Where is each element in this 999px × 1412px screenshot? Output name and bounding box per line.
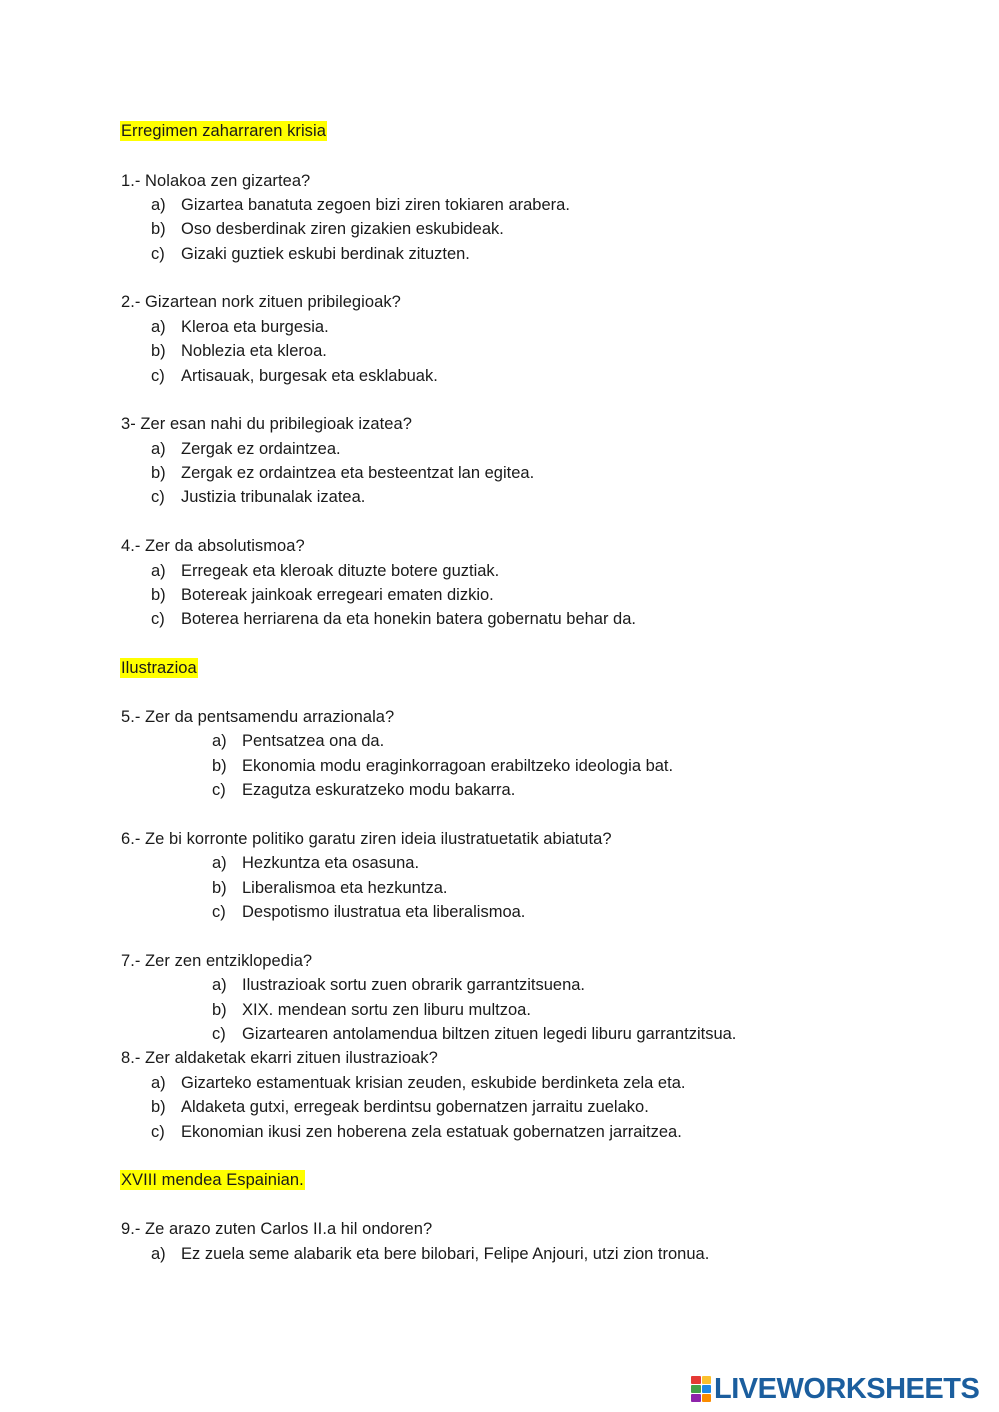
option-letter: b) xyxy=(212,1001,227,1019)
option-letter: c) xyxy=(212,903,226,921)
option-letter: c) xyxy=(151,367,165,385)
option-letter: a) xyxy=(212,854,227,872)
option-letter: a) xyxy=(151,440,166,458)
option-letter: b) xyxy=(151,1098,166,1116)
option-text[interactable]: Ekonomian ikusi zen hoberena zela estatuak gobernatzen jarraitzea. xyxy=(181,1123,682,1141)
option-text[interactable]: Aldaketa gutxi, erregeak berdintsu gobernatzen jarraitu zuelako. xyxy=(181,1098,649,1116)
option-letter: c) xyxy=(151,610,165,628)
option-text[interactable]: Justizia tribunalak izatea. xyxy=(181,488,366,506)
option-letter: a) xyxy=(151,1074,166,1092)
option-text[interactable]: Ekonomia modu eraginkorragoan erabiltzeko ideologia bat. xyxy=(242,757,674,775)
question-9: 9.- Ze arazo zuten Carlos II.a hil ondoren? xyxy=(121,1220,433,1238)
option-text[interactable]: Botereak jainkoak erregeari ematen dizkio. xyxy=(181,586,494,604)
option-text[interactable]: Hezkuntza eta osasuna. xyxy=(242,854,420,872)
option-letter: a) xyxy=(212,732,227,750)
section-heading-erregimen: Erregimen zaharraren krisia xyxy=(121,122,326,140)
option-text[interactable]: Ez zuela seme alabarik eta bere bilobari, Felipe Anjouri, utzi zion tronua. xyxy=(181,1245,710,1263)
option-text[interactable]: Ezagutza eskuratzeko modu bakarra. xyxy=(242,781,516,799)
question-7: 7.- Zer zen entziklopedia? xyxy=(121,952,313,970)
option-letter: b) xyxy=(151,586,166,604)
option-text[interactable]: Artisauak, burgesak eta esklabuak. xyxy=(181,367,438,385)
option-text[interactable]: Pentsatzea ona da. xyxy=(242,732,385,750)
option-letter: a) xyxy=(151,562,166,580)
option-text[interactable]: Gizarteko estamentuak krisian zeuden, eskubide berdinketa zela eta. xyxy=(181,1074,686,1092)
option-text[interactable]: Gizaki guztiek eskubi berdinak zituzten. xyxy=(181,245,470,263)
question-6: 6.- Ze bi korronte politiko garatu ziren ideia ilustratuetatik abiatuta? xyxy=(121,830,612,848)
option-text[interactable]: Gizartearen antolamendua biltzen zituen legedi liburu garrantzitsua. xyxy=(242,1025,737,1043)
option-text[interactable]: Despotismo ilustratua eta liberalismoa. xyxy=(242,903,526,921)
question-8: 8.- Zer aldaketak ekarri zituen ilustrazioak? xyxy=(121,1049,438,1067)
option-text[interactable]: Ilustrazioak sortu zuen obrarik garrantzitsuena. xyxy=(242,976,586,994)
option-letter: b) xyxy=(212,757,227,775)
question-3: 3- Zer esan nahi du pribilegioak izatea? xyxy=(121,415,412,433)
option-letter: c) xyxy=(212,781,226,799)
option-letter: c) xyxy=(212,1025,226,1043)
option-letter: b) xyxy=(151,220,166,238)
option-text[interactable]: Noblezia eta kleroa. xyxy=(181,342,327,360)
option-letter: b) xyxy=(151,342,166,360)
option-text[interactable]: Erregeak eta kleroak dituzte botere guztiak. xyxy=(181,562,500,580)
section-heading-xviii-mendea: XVIII mendea Espainian. xyxy=(121,1171,304,1189)
liveworksheets-logo-text: LIVEWORKSHEETS xyxy=(714,1373,980,1405)
option-letter: a) xyxy=(151,196,166,214)
option-text[interactable]: Boterea herriarena da eta honekin batera gobernatu behar da. xyxy=(181,610,636,628)
option-text[interactable]: Kleroa eta burgesia. xyxy=(181,318,329,336)
question-2: 2.- Gizartean nork zituen pribilegioak? xyxy=(121,293,401,311)
option-letter: b) xyxy=(151,464,166,482)
option-letter: c) xyxy=(151,245,165,263)
option-letter: a) xyxy=(151,318,166,336)
liveworksheets-logo[interactable] xyxy=(691,1373,979,1405)
option-letter: c) xyxy=(151,1123,165,1141)
question-5: 5.- Zer da pentsamendu arrazionala? xyxy=(121,708,395,726)
option-letter: a) xyxy=(151,1245,166,1263)
liveworksheets-logo-icon xyxy=(691,1376,711,1402)
question-1: 1.- Nolakoa zen gizartea? xyxy=(121,172,311,190)
option-text[interactable]: XIX. mendean sortu zen liburu multzoa. xyxy=(242,1001,531,1019)
option-text[interactable]: Zergak ez ordaintzea. xyxy=(181,440,341,458)
option-text[interactable]: Liberalismoa eta hezkuntza. xyxy=(242,879,448,897)
option-letter: b) xyxy=(212,879,227,897)
option-letter: a) xyxy=(212,976,227,994)
option-text[interactable]: Zergak ez ordaintzea eta besteentzat lan egitea. xyxy=(181,464,535,482)
section-heading-ilustrazioa: Ilustrazioa xyxy=(121,659,197,677)
option-letter: c) xyxy=(151,488,165,506)
question-4: 4.- Zer da absolutismoa? xyxy=(121,537,305,555)
option-text[interactable]: Oso desberdinak ziren gizakien eskubideak. xyxy=(181,220,504,238)
option-text[interactable]: Gizartea banatuta zegoen bizi ziren tokiaren arabera. xyxy=(181,196,570,214)
